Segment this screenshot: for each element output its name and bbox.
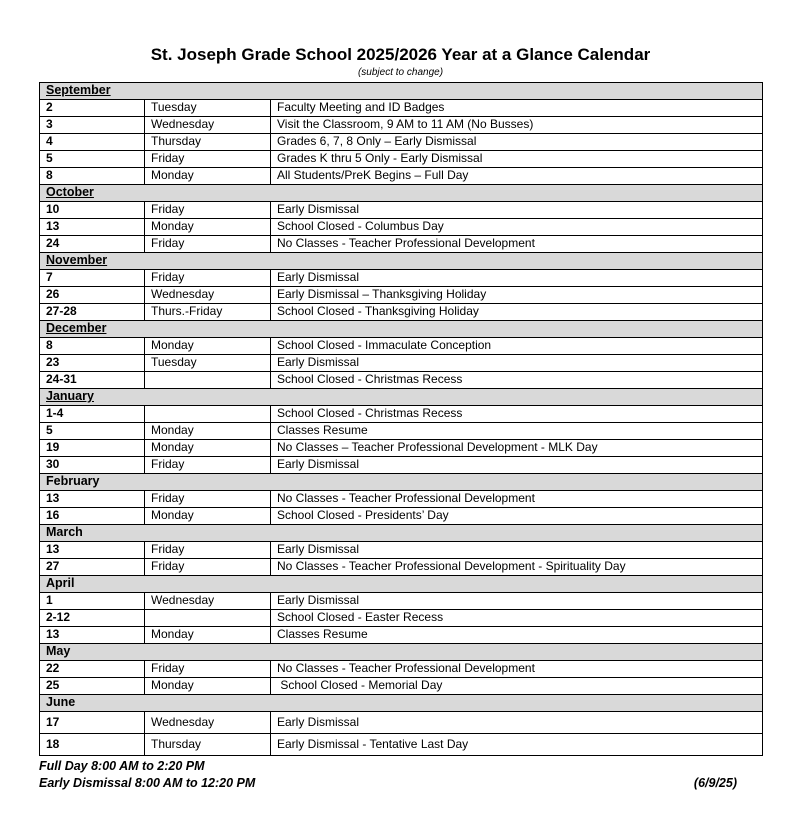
event-cell: Early Dismissal <box>271 269 763 286</box>
calendar-row <box>40 218 763 235</box>
month-header-cell <box>40 320 763 337</box>
month-header-cell <box>40 575 763 592</box>
calendar-row <box>40 371 763 388</box>
date-cell: 1-4 <box>40 405 145 422</box>
date-cell: 25 <box>40 677 145 694</box>
event-cell: Faculty Meeting and ID Badges <box>271 99 763 116</box>
date-cell: 2 <box>40 99 145 116</box>
event-cell: Grades K thru 5 Only - Early Dismissal <box>271 150 763 167</box>
event-cell: School Closed - Columbus Day <box>271 218 763 235</box>
day-cell: Thurs.-Friday <box>145 303 271 320</box>
month-header-row <box>40 694 763 711</box>
month-name: October <box>46 185 94 200</box>
day-cell: Friday <box>145 558 271 575</box>
month-header-cell <box>40 524 763 541</box>
calendar-row <box>40 541 763 558</box>
page-title: St. Joseph Grade School 2025/2026 Year at a Glance Calendar <box>150 45 651 64</box>
day-cell: Wednesday <box>145 592 271 609</box>
event-cell: Early Dismissal <box>271 541 763 558</box>
month-header-row <box>40 575 763 592</box>
calendar-row <box>40 733 763 755</box>
date-cell: 2-12 <box>40 609 145 626</box>
date-cell: 13 <box>40 541 145 558</box>
event-cell: No Classes - Teacher Professional Development - Spirituality Day <box>271 558 763 575</box>
early-dismissal-hours-note: Early Dismissal 8:00 AM to 12:20 PM <box>39 775 256 790</box>
calendar-row <box>40 303 763 320</box>
event-cell: Early Dismissal <box>271 592 763 609</box>
calendar-row <box>40 167 763 184</box>
date-cell: 17 <box>40 711 145 733</box>
month-header-cell <box>40 388 763 405</box>
event-cell: Early Dismissal – Thanksgiving Holiday <box>271 286 763 303</box>
date-cell: 26 <box>40 286 145 303</box>
calendar-row <box>40 405 763 422</box>
date-cell: 13 <box>40 218 145 235</box>
day-cell <box>145 371 271 388</box>
day-cell: Friday <box>145 456 271 473</box>
date-cell: 22 <box>40 660 145 677</box>
event-cell: All Students/PreK Begins – Full Day <box>271 167 763 184</box>
month-name: December <box>46 321 107 336</box>
date-cell: 18 <box>40 733 145 755</box>
calendar-row <box>40 626 763 643</box>
month-name: November <box>46 253 108 268</box>
day-cell <box>145 405 271 422</box>
event-cell: School Closed - Christmas Recess <box>271 371 763 388</box>
month-name: June <box>46 695 76 710</box>
event-cell: No Classes - Teacher Professional Development <box>271 235 763 252</box>
event-cell: No Classes - Teacher Professional Development <box>271 490 763 507</box>
full-day-hours-note: Full Day 8:00 AM to 2:20 PM <box>39 758 205 773</box>
date-cell: 8 <box>40 337 145 354</box>
month-header-cell <box>40 82 763 99</box>
date-cell: 7 <box>40 269 145 286</box>
day-cell: Friday <box>145 490 271 507</box>
event-cell: School Closed - Thanksgiving Holiday <box>271 303 763 320</box>
month-header-row <box>40 252 763 269</box>
month-header-cell <box>40 252 763 269</box>
calendar-row <box>40 490 763 507</box>
calendar-row <box>40 201 763 218</box>
calendar-table <box>39 82 763 756</box>
calendar-row <box>40 507 763 524</box>
day-cell: Monday <box>145 337 271 354</box>
month-header-row <box>40 473 763 490</box>
calendar-row <box>40 439 763 456</box>
month-name: February <box>46 474 100 489</box>
event-cell: Early Dismissal <box>271 456 763 473</box>
event-cell: School Closed - Easter Recess <box>271 609 763 626</box>
calendar-row <box>40 558 763 575</box>
day-cell: Monday <box>145 507 271 524</box>
calendar-row <box>40 116 763 133</box>
calendar-row <box>40 269 763 286</box>
calendar-row <box>40 660 763 677</box>
day-cell: Tuesday <box>145 99 271 116</box>
date-cell: 13 <box>40 490 145 507</box>
day-cell: Friday <box>145 235 271 252</box>
footer-notes <box>39 758 801 792</box>
day-cell <box>145 609 271 626</box>
calendar-row <box>40 133 763 150</box>
month-header-row <box>40 82 763 99</box>
date-cell: 30 <box>40 456 145 473</box>
date-cell: 10 <box>40 201 145 218</box>
month-header-row <box>40 184 763 201</box>
date-cell: 27-28 <box>40 303 145 320</box>
month-header-cell <box>40 643 763 660</box>
day-cell: Monday <box>145 439 271 456</box>
day-cell: Monday <box>145 167 271 184</box>
date-cell: 5 <box>40 150 145 167</box>
month-header-cell <box>40 473 763 490</box>
day-cell: Monday <box>145 422 271 439</box>
date-cell: 24-31 <box>40 371 145 388</box>
calendar-row <box>40 286 763 303</box>
day-cell: Wednesday <box>145 286 271 303</box>
day-cell: Monday <box>145 626 271 643</box>
day-cell: Thursday <box>145 133 271 150</box>
date-cell: 13 <box>40 626 145 643</box>
event-cell: School Closed - Immaculate Conception <box>271 337 763 354</box>
calendar-row <box>40 99 763 116</box>
day-cell: Thursday <box>145 733 271 755</box>
date-cell: 19 <box>40 439 145 456</box>
day-cell: Friday <box>145 660 271 677</box>
event-cell: School Closed - Christmas Recess <box>271 405 763 422</box>
event-cell: School Closed - Presidents’ Day <box>271 507 763 524</box>
month-header-cell <box>40 694 763 711</box>
date-cell: 8 <box>40 167 145 184</box>
date-cell: 24 <box>40 235 145 252</box>
date-cell: 16 <box>40 507 145 524</box>
calendar-row <box>40 711 763 733</box>
day-cell: Monday <box>145 677 271 694</box>
month-header-row <box>40 524 763 541</box>
event-cell: Classes Resume <box>271 626 763 643</box>
event-cell: Early Dismissal - Tentative Last Day <box>271 733 763 755</box>
month-name: April <box>46 576 75 591</box>
calendar-body <box>40 82 763 755</box>
day-cell: Friday <box>145 150 271 167</box>
calendar-row <box>40 677 763 694</box>
event-cell: Early Dismissal <box>271 711 763 733</box>
calendar-row <box>40 456 763 473</box>
date-cell: 27 <box>40 558 145 575</box>
event-cell: Grades 6, 7, 8 Only – Early Dismissal <box>271 133 763 150</box>
month-header-row <box>40 643 763 660</box>
calendar-row <box>40 592 763 609</box>
month-name: May <box>46 644 71 659</box>
calendar-row <box>40 609 763 626</box>
date-cell: 1 <box>40 592 145 609</box>
event-cell: Early Dismissal <box>271 354 763 371</box>
day-cell: Tuesday <box>145 354 271 371</box>
calendar-row <box>40 150 763 167</box>
month-header-row <box>40 388 763 405</box>
day-cell: Friday <box>145 201 271 218</box>
footer-second-line <box>39 775 737 792</box>
day-cell: Wednesday <box>145 116 271 133</box>
event-cell: Visit the Classroom, 9 AM to 11 AM (No Busses) <box>271 116 763 133</box>
event-cell: Early Dismissal <box>271 201 763 218</box>
event-cell: School Closed - Memorial Day <box>271 677 763 694</box>
month-name: March <box>46 525 83 540</box>
day-cell: Monday <box>145 218 271 235</box>
page-subtitle: (subject to change) <box>357 66 444 78</box>
month-header-cell <box>40 184 763 201</box>
event-cell: No Classes - Teacher Professional Development <box>271 660 763 677</box>
calendar-row <box>40 337 763 354</box>
event-cell: Classes Resume <box>271 422 763 439</box>
revision-date: (6/9/25) <box>693 775 737 790</box>
event-cell: No Classes – Teacher Professional Development - MLK Day <box>271 439 763 456</box>
calendar-row <box>40 422 763 439</box>
calendar-row <box>40 235 763 252</box>
calendar-row <box>40 354 763 371</box>
day-cell: Friday <box>145 541 271 558</box>
date-cell: 5 <box>40 422 145 439</box>
date-cell: 23 <box>40 354 145 371</box>
month-name: January <box>46 389 94 404</box>
date-cell: 4 <box>40 133 145 150</box>
day-cell: Friday <box>145 269 271 286</box>
day-cell: Wednesday <box>145 711 271 733</box>
month-header-row <box>40 320 763 337</box>
month-name: September <box>46 83 111 98</box>
date-cell: 3 <box>40 116 145 133</box>
